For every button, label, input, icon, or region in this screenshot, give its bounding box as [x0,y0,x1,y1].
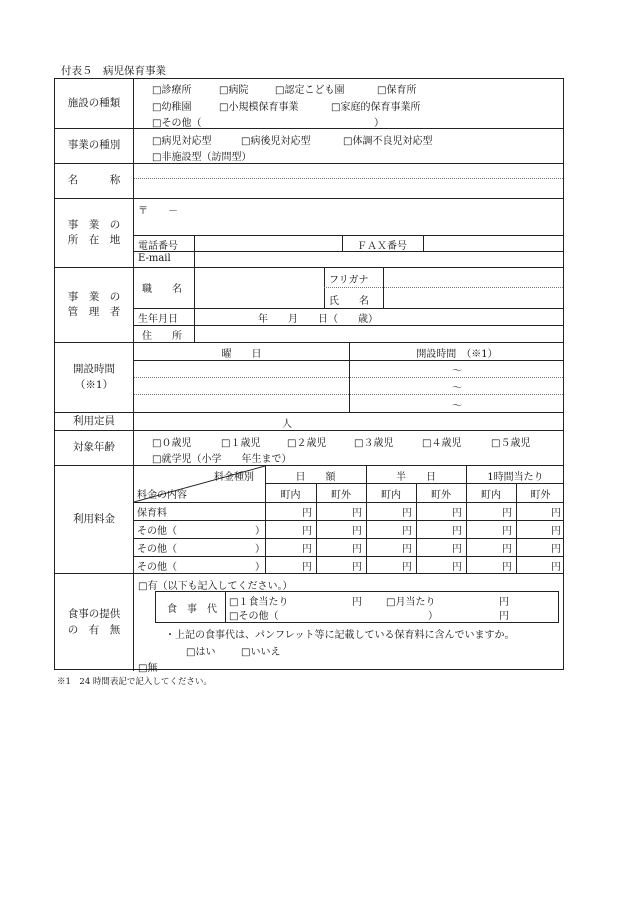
checkbox-age-1[interactable]: □１歳児 [221,438,261,449]
fee-type-header: 料金種別 [214,472,254,483]
fee-amount-cell[interactable]: 円 [302,526,312,537]
fee-amount-cell[interactable]: 円 [452,562,462,573]
postal-code-field[interactable]: 〒 － [138,206,178,217]
meal-other-yen: 円 [499,611,509,622]
hours-section [55,343,563,413]
capacity-unit: 人 [282,419,292,430]
fee-content-header: 料金の内容 [137,490,187,501]
fee-amount-cell[interactable]: 円 [551,562,561,573]
phone-label: 電話番号 [138,241,178,252]
fee-amount-cell[interactable]: 円 [352,544,362,555]
fees-section [55,466,563,574]
checkbox-age-5[interactable]: □５歳児 [491,438,531,449]
checkbox-sick-child[interactable]: □病児対応型 [152,136,212,147]
fee-amount-cell[interactable]: 円 [352,508,362,519]
fees-label: 利用料金 [55,466,134,573]
fee-row-label: その他（ [137,562,177,573]
checkbox-clinic[interactable]: □診療所 [152,85,192,96]
checkbox-per-meal[interactable]: □１食当たり [229,597,289,608]
fee-row-label: その他（ [137,526,177,537]
checkbox-small-childcare[interactable]: □小規模保育事業 [219,102,299,113]
location-label: 事 業 の 所 在 地 [55,199,134,267]
sub-in-town: 町内 [481,490,501,501]
checkbox-age-3[interactable]: □３歳児 [354,438,394,449]
fee-row-close: ） [255,544,265,555]
fax-label: ＦＡＸ番号 [357,241,407,252]
fee-amount-cell[interactable]: 円 [352,562,362,573]
meals-label: 食事の提供 の 有 無 [55,574,134,671]
fee-amount-cell[interactable]: 円 [402,508,412,519]
checkbox-meals-no[interactable]: □無 [138,663,158,674]
meal-cost-box [155,591,559,623]
col-halfday: 半 日 [396,472,436,483]
fees-table [134,466,563,573]
time-header: 開設時間 （※1） [416,349,498,360]
hours-label: 開設時間 （※1） [55,343,134,412]
dob-field[interactable]: 年 月 日（ 歳） [258,314,378,325]
ages-section [55,431,563,466]
fee-amount-cell[interactable]: 円 [302,544,312,555]
form-caption: 付表５ 病児保育事業 [61,65,166,77]
checkbox-meals-yes[interactable]: □有（以下も記入してください。） [138,581,293,592]
fee-amount-cell[interactable]: 円 [452,526,462,537]
address-label: 住 所 [142,331,182,342]
checkbox-per-month[interactable]: □月当たり [386,597,436,608]
sub-out-town: 町外 [431,490,451,501]
name-field[interactable] [134,164,563,198]
facility-type-section [55,79,563,129]
meal-other-close: ） [428,611,438,622]
capacity-label: 利用定員 [55,413,134,430]
other-facility-close: ） [374,118,384,129]
fee-amount-cell[interactable]: 円 [452,508,462,519]
fee-amount-cell[interactable]: 円 [551,508,561,519]
col-daily: 日 額 [295,472,336,483]
dob-label: 生年月日 [138,314,178,325]
per-month-yen: 円 [499,597,509,608]
fee-amount-cell[interactable]: 円 [402,562,412,573]
fee-amount-cell[interactable]: 円 [452,544,462,555]
capacity-section [55,413,563,431]
name-section [55,164,563,199]
fee-amount-cell[interactable]: 円 [302,562,312,573]
fee-amount-cell[interactable]: 円 [352,526,362,537]
checkbox-nursery[interactable]: □保育所 [377,85,417,96]
fee-amount-cell[interactable]: 円 [502,544,512,555]
meal-question: ・上記の食事代は、パンフレット等に記載している保育料に含んでいますか。 [165,630,515,641]
location-section [55,199,563,268]
fee-row-label: 保育料 [137,508,167,519]
checkbox-unwell-child[interactable]: □体調不良児対応型 [343,136,433,147]
meal-cost-label: 食 事 代 [167,604,217,615]
checkbox-school-age[interactable]: □就学児（小学 年生まで） [152,454,292,465]
fee-amount-cell[interactable]: 円 [402,526,412,537]
furigana-label: フリガナ [329,275,369,286]
checkbox-meal-other[interactable]: □その他（ [229,611,279,622]
checkbox-kodomoen[interactable]: □認定こども園 [275,85,345,96]
checkbox-answer-yes[interactable]: □はい [186,647,216,658]
application-form-table [54,78,564,674]
fee-row-label: その他（ [137,544,177,555]
ages-label: 対象年齢 [55,431,134,465]
manager-label: 事 業 の 管 理 者 [55,268,134,342]
footnote: ※1 24 時間表記で記入してください。 [57,677,212,687]
checkbox-age-2[interactable]: □２歳児 [287,438,327,449]
fee-amount-cell[interactable]: 円 [551,526,561,537]
fee-amount-cell[interactable]: 円 [402,544,412,555]
day-header: 曜 日 [221,349,262,360]
sub-in-town: 町内 [280,490,301,501]
checkbox-age-4[interactable]: □４歳児 [422,438,462,449]
time-range-2[interactable]: ～ [452,383,462,394]
checkbox-home-childcare[interactable]: □家庭的保育事業所 [331,102,421,113]
fee-amount-cell[interactable]: 円 [502,526,512,537]
checkbox-post-sick-child[interactable]: □病後児対応型 [241,136,311,147]
business-type-section [55,129,563,164]
sub-in-town: 町内 [381,490,401,501]
checkbox-answer-no[interactable]: □いいえ [241,647,281,658]
time-range-3[interactable]: ～ [452,401,462,412]
checkbox-visiting[interactable]: □非施設型（訪問型） [152,152,252,163]
col-hourly: 1時間当たり [487,472,544,483]
fee-amount-cell[interactable]: 円 [302,508,312,519]
time-range-1[interactable]: ～ [452,366,462,377]
facility-type-label: 施設の種類 [55,79,134,128]
fee-row-close: ） [255,562,265,573]
sub-out-town: 町外 [530,490,551,501]
meals-section [55,574,563,674]
name-label: 名 称 [55,164,134,198]
business-type-label: 事業の種別 [55,129,134,163]
fee-row-close: ） [255,526,265,537]
fee-amount-cell[interactable]: 円 [502,562,512,573]
fee-amount-cell[interactable]: 円 [551,544,561,555]
fee-amount-cell[interactable]: 円 [502,508,512,519]
checkbox-hospital[interactable]: □病院 [219,85,249,96]
per-meal-yen: 円 [352,597,362,608]
sub-out-town: 町外 [331,490,351,501]
email-label: E-mail [138,253,171,264]
checkbox-age-0[interactable]: □０歳児 [152,438,192,449]
checkbox-other-facility[interactable]: □その他（ [152,118,202,129]
capacity-field[interactable] [134,413,563,430]
manager-section [55,268,563,343]
job-title-label: 職 名 [142,284,182,295]
checkbox-kindergarten[interactable]: □幼稚園 [152,102,192,113]
manager-name-label: 氏 名 [329,296,369,307]
